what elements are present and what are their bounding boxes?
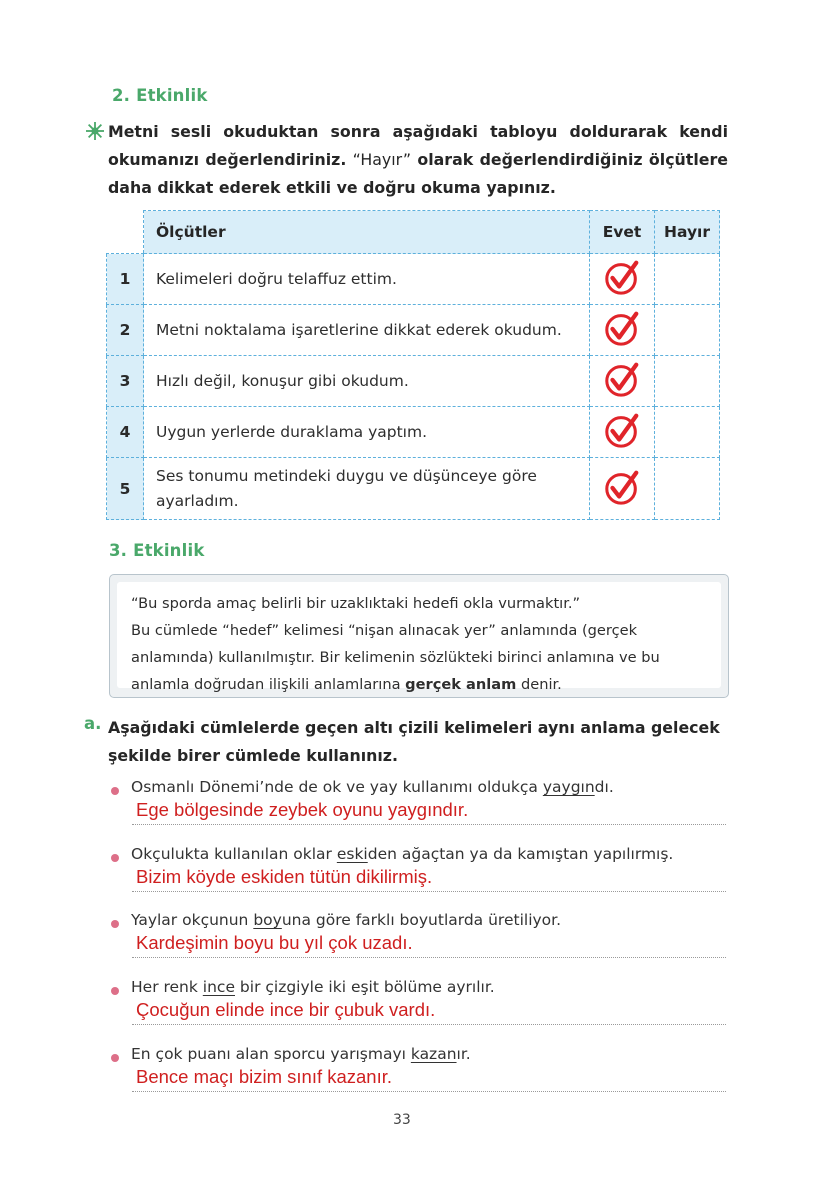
answer-text[interactable]: Ege bölgesinde zeybek oyunu yaygındır. (136, 799, 469, 820)
instruction-prefix: Metni sesli okuduktan sonra aşağıdaki tabloyu doldurarak kendi okumanızı değerlendiriniz. (108, 122, 728, 169)
answer-line (132, 1091, 726, 1092)
table-row (107, 305, 720, 356)
activity-2-heading: 2. Etkinlik (112, 86, 208, 105)
header-criteria: Ölçütler (144, 211, 590, 254)
check-mark-icon (603, 411, 641, 449)
list-item (108, 1045, 728, 1105)
sentence-after: bir çizgiyle iki eşit bölüme ayrılır. (235, 978, 495, 996)
header-no: Hayır (655, 211, 720, 254)
sentence-after: dı. (594, 778, 614, 796)
no-cell[interactable] (655, 458, 720, 520)
row-criterion: Hızlı değil, konuşur gibi okudum. (144, 356, 590, 407)
info-end: denir. (516, 676, 562, 693)
row-criterion: Metni noktalama işaretlerine dikkat ederek okudum. (144, 305, 590, 356)
info-box-text (117, 582, 721, 693)
list-item (108, 911, 728, 971)
item-sentence (131, 778, 614, 796)
bullet-icon (111, 987, 119, 995)
table-row (107, 254, 720, 305)
info-body: Bu cümlede “hedef” kelimesi “nişan alınacak yer” anlamında (gerçek anlamında) kullanılmıştır. Bir kelimenin sözlükteki birinci anlamına ve bu anlamla doğrudan ilişkili anlamlarına (131, 622, 660, 693)
underlined-word: ince (202, 978, 235, 996)
no-cell[interactable] (655, 305, 720, 356)
item-sentence (131, 845, 673, 863)
check-mark-icon (603, 258, 641, 296)
item-sentence (131, 1045, 471, 1063)
answer-text[interactable]: Çocuğun elinde ince bir çubuk vardı. (136, 999, 436, 1020)
instruction-suffix: olarak değerlendirdiğiniz ölçütlere daha dikkat ederek etkili ve doğru okuma yapınız. (108, 150, 728, 197)
table-corner (107, 211, 144, 254)
check-mark-icon (603, 360, 641, 398)
row-number: 4 (107, 407, 144, 458)
sentence-after: den ağaçtan ya da kamıştan yapılırmış. (367, 845, 674, 863)
header-yes: Evet (590, 211, 655, 254)
info-quote: “Bu sporda amaç belirli bir uzaklıktaki hedefi okla vurmaktır.” (131, 595, 581, 612)
check-mark-icon (603, 468, 641, 506)
yes-cell[interactable] (590, 356, 655, 407)
sentence-after: ır. (456, 1045, 471, 1063)
underlined-word: kazan (410, 1045, 457, 1063)
yes-cell[interactable] (590, 407, 655, 458)
underlined-word: eski (336, 845, 368, 863)
row-number: 3 (107, 356, 144, 407)
criteria-table (106, 210, 720, 520)
underlined-word: yaygın (542, 778, 595, 796)
row-criterion: Uygun yerlerde duraklama yaptım. (144, 407, 590, 458)
page-number: 33 (393, 1112, 411, 1128)
sentence-before: Her renk (131, 978, 203, 996)
underlined-word: boy (253, 911, 282, 929)
answer-line (132, 957, 726, 958)
sentence-before: Yaylar okçunun (131, 911, 254, 929)
sentence-before: Osmanlı Dönemi’nde de ok ve yay kullanımı oldukça (131, 778, 543, 796)
yes-cell[interactable] (590, 305, 655, 356)
list-item (108, 778, 728, 838)
answer-line (132, 824, 726, 825)
check-mark-icon (603, 309, 641, 347)
item-sentence (131, 978, 495, 996)
table-row (107, 356, 720, 407)
answer-text[interactable]: Bence maçı bizim sınıf kazanır. (136, 1066, 393, 1087)
activity-3-heading: 3. Etkinlik (109, 541, 205, 560)
bullet-icon (111, 787, 119, 795)
bullet-icon (111, 1054, 119, 1062)
row-criterion: Ses tonumu metindeki duygu ve düşünceye göre ayarladım. (144, 458, 590, 520)
answer-line (132, 1024, 726, 1025)
question-text: Aşağıdaki cümlelerde geçen altı çizili kelimeleri aynı anlama gelecek şekilde birer cümlede kullanınız. (108, 718, 720, 765)
yes-cell[interactable] (590, 254, 655, 305)
bullet-icon (111, 920, 119, 928)
info-bold-term: gerçek anlam (405, 676, 517, 693)
sentence-after: una göre farklı boyutlarda üretiliyor. (281, 911, 562, 929)
star-burst-icon (86, 122, 104, 140)
table-row (107, 458, 720, 520)
info-box (109, 574, 729, 698)
answer-line (132, 891, 726, 892)
sentence-before: Okçulukta kullanılan oklar (131, 845, 337, 863)
row-number: 1 (107, 254, 144, 305)
answer-text[interactable]: Bizim köyde eskiden tütün dikilirmiş. (136, 866, 433, 887)
question-letter: a. (84, 714, 102, 733)
activity-2-instruction (108, 118, 728, 202)
info-explanation (131, 617, 709, 698)
bullet-icon (111, 854, 119, 862)
instruction-quote: “Hayır” (352, 150, 412, 169)
no-cell[interactable] (655, 407, 720, 458)
no-cell[interactable] (655, 356, 720, 407)
list-item (108, 978, 728, 1038)
item-sentence (131, 911, 561, 929)
answer-text[interactable]: Kardeşimin boyu bu yıl çok uzadı. (136, 932, 413, 953)
yes-cell[interactable] (590, 458, 655, 520)
row-criterion: Kelimeleri doğru telaffuz ettim. (144, 254, 590, 305)
row-number: 2 (107, 305, 144, 356)
row-number: 5 (107, 458, 144, 520)
sentence-before: En çok puanı alan sporcu yarışmayı (131, 1045, 411, 1063)
list-item (108, 845, 728, 905)
no-cell[interactable] (655, 254, 720, 305)
table-row (107, 407, 720, 458)
